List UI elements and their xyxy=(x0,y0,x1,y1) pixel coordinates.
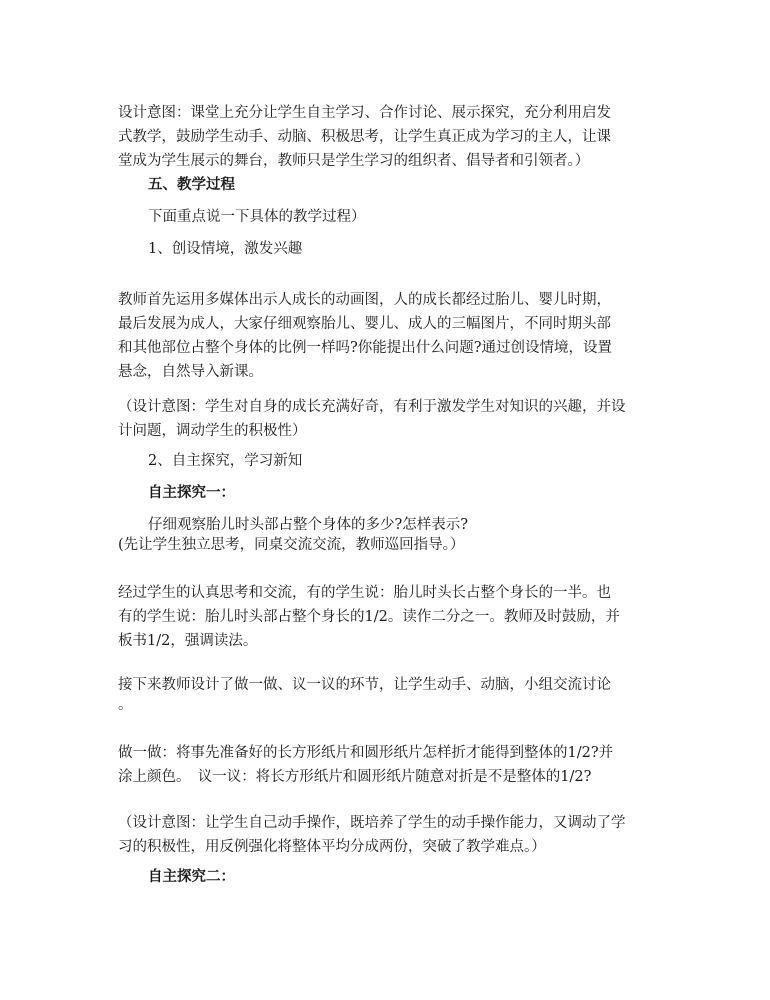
step-1-heading: 1、创设情境，激发兴趣 xyxy=(148,241,303,257)
exploration-1-heading: 自主探究一： xyxy=(148,484,235,501)
design-intent-para-line-1: 设计意图：课堂上充分让学生自主学习、合作讨论、展示探究，充分利用启发 xyxy=(118,105,611,121)
design-intent-3-line-1: （设计意图：让学生自己动手操作，既培养了学生的动手操作能力，又调动了学 xyxy=(118,815,626,831)
student-answer-para-line-1: 经过学生的认真思考和交流，有的学生说：胎儿时头长占整个身长的一半。也 xyxy=(118,585,611,601)
student-answer-para-line-3: 板书1/2，强调读法。 xyxy=(118,633,258,649)
activity-intro-line-2: 。 xyxy=(118,697,133,713)
design-intent-2-line-1: （设计意图：学生对自身的成长充满好奇，有利于激发学生对知识的兴趣，并设 xyxy=(118,399,626,415)
design-intent-2-line-2: 计问题，调动学生的积极性） xyxy=(118,423,307,439)
student-answer-para-line-2: 有的学生说：胎儿时头部占整个身长的1/2。读作二分之一。教师及时鼓励，并 xyxy=(118,609,620,625)
activity-intro-line-1: 接下来教师设计了做一做、议一议的环节，让学生动手、动脑，小组交流讨论 xyxy=(118,677,611,693)
intro-line: 下面重点说一下具体的教学过程） xyxy=(148,209,366,225)
step-2-heading: 2、自主探究，学习新知 xyxy=(148,453,303,469)
exploration-1-question: 仔细观察胎儿时头部占整个身体的多少?怎样表示? xyxy=(148,517,469,533)
design-intent-3-line-2: 习的积极性，用反例强化将整体平均分成两份，突破了教学难点。） xyxy=(118,839,546,855)
scenario-para-line-2: 最后发展为成人，大家仔细观察胎儿、婴儿、成人的三幅图片，不同时期头部 xyxy=(118,316,611,332)
design-intent-para-line-3: 堂成为学生展示的舞台，教师只是学生学习的组织者、倡导者和引领者。） xyxy=(118,153,590,169)
activity-para-line-2: 涂上颜色。 议一议：将长方形纸片和圆形纸片随意对折是不是整体的1/2? xyxy=(118,769,592,785)
design-intent-para-line-2: 式教学，鼓励学生动手、动脑、积极思考，让学生真正成为学习的主人，让课 xyxy=(118,129,611,145)
scenario-para-line-4: 悬念，自然导入新课。 xyxy=(118,364,263,380)
exploration-2-heading: 自主探究二： xyxy=(148,868,235,885)
scenario-para-line-3: 和其他部位占整个身体的比例一样吗?你能提出什么问题?通过创设情境，设置 xyxy=(118,340,613,356)
scenario-para-line-1: 教师首先运用多媒体出示人成长的动画图，人的成长都经过胎儿、婴儿时期， xyxy=(118,292,611,308)
activity-para-line-1: 做一做：将事先准备好的长方形纸片和圆形纸片怎样折才能得到整体的1/2?并 xyxy=(118,745,614,761)
section-heading-teaching-process: 五、教学过程 xyxy=(148,176,235,193)
exploration-1-note: (先让学生独立思考，同桌交流交流，教师巡回指导。） xyxy=(118,537,465,553)
